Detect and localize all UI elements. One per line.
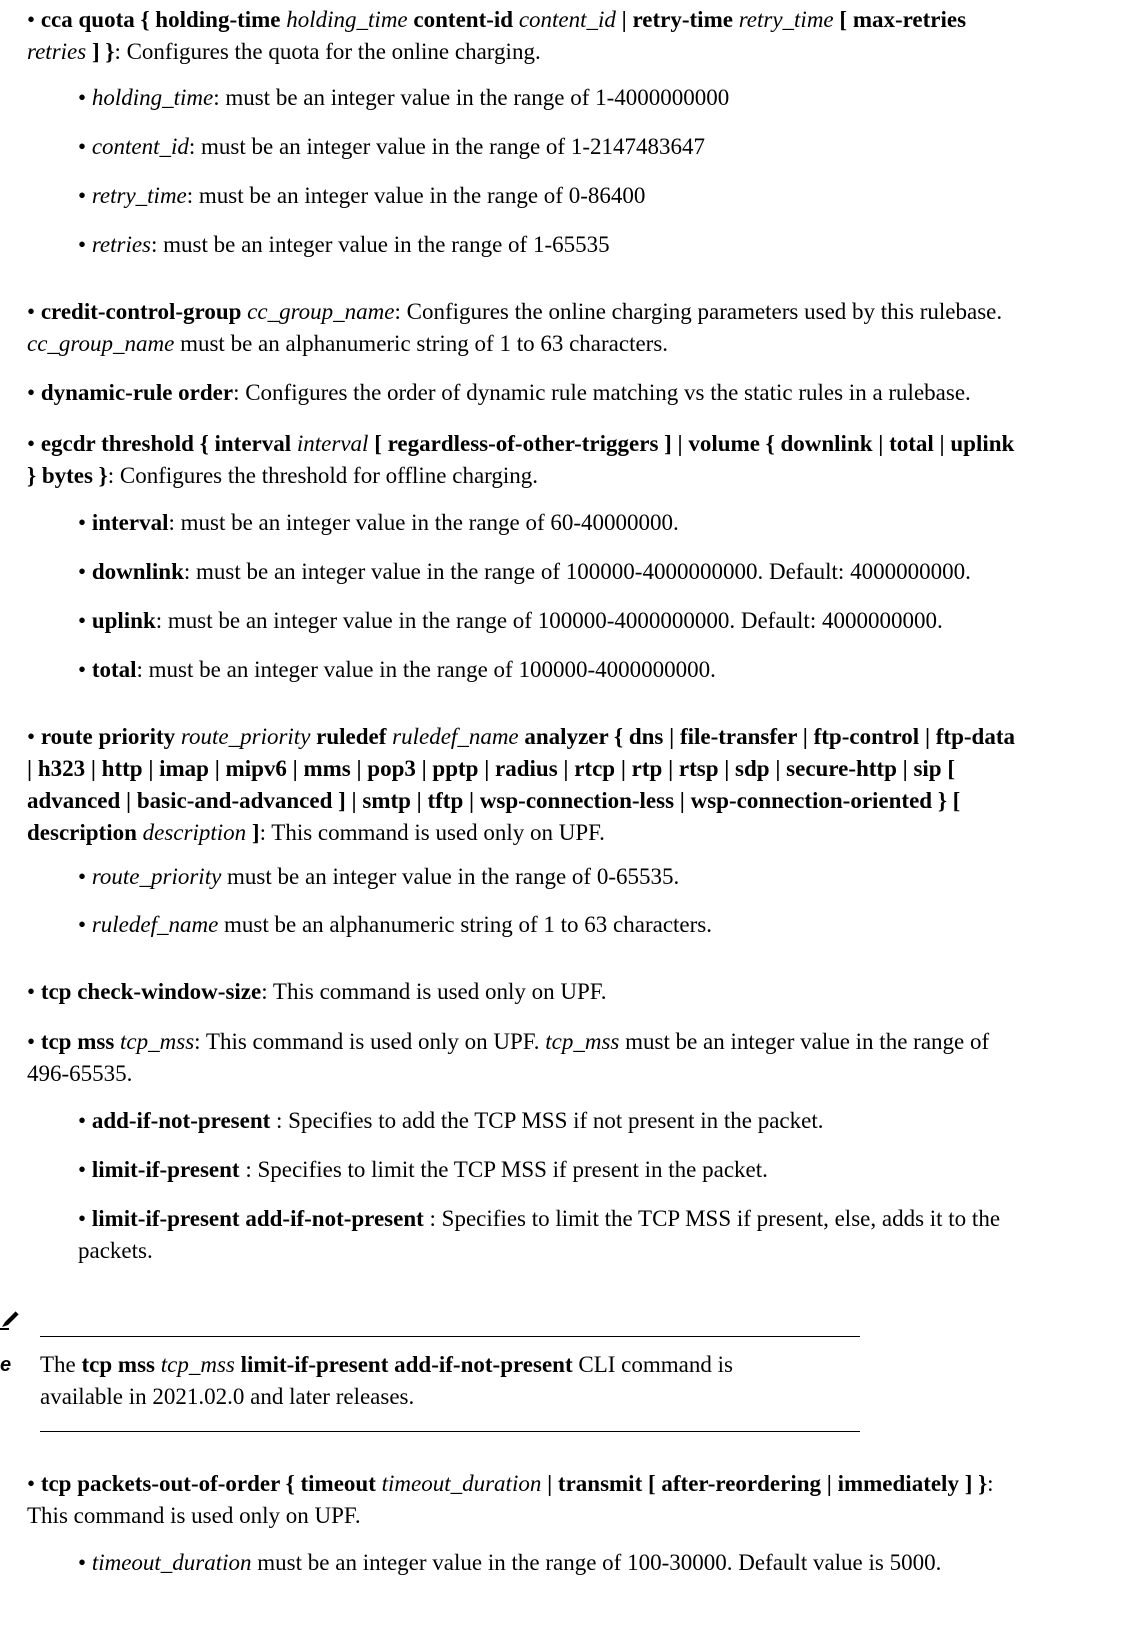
- cca-arg: retry_time: [738, 7, 834, 32]
- cmd: advanced | basic-and-advanced ] | smtp | tftp | wsp-connection-less | wsp-connection-oriented } [: [27, 788, 961, 813]
- cmd: dynamic-rule order: [40, 380, 234, 405]
- limit-and-add-item: • limit-if-present add-if-not-present : Specifies to limit the TCP MSS if present, else, adds it to the packets.: [78, 1206, 1001, 1263]
- term: retries: [91, 232, 152, 257]
- arg: route_priority: [180, 724, 311, 749]
- cmd: analyzer { dns | file-transfer | ftp-control | ftp-data: [518, 724, 1015, 749]
- cca-quota-item: • cca quota { holding-time holding_time content-id content_id | retry-time retry_time [ max-retries retries ] }: Configures the quota for the online charging.: [27, 7, 967, 64]
- cca-cmd: | retry-time: [615, 7, 739, 32]
- interval-item: • interval: must be an integer value in the range of 60-40000000.: [78, 510, 679, 535]
- retry-time-item: • retry_time: must be an integer value in the range of 0-86400: [78, 183, 646, 208]
- term: ruledef_name: [91, 912, 219, 937]
- term: uplink: [91, 608, 156, 633]
- term: holding_time: [91, 85, 214, 110]
- arg: ruledef_name: [392, 724, 519, 749]
- desc: : This command is used only on UPF.: [259, 820, 605, 845]
- egcdr-threshold-item: • egcdr threshold { interval interval [ regardless-of-other-triggers ] | volume { downlink | total | uplink } bytes }: Configures the threshold for offline charging.: [27, 431, 1015, 488]
- cmd: | transmit [ after-reordering | immediately ] }: [541, 1471, 988, 1496]
- desc: : This command is used only on UPF.: [194, 1029, 546, 1054]
- cca-arg: content_id: [518, 7, 616, 32]
- note-arg: tcp_mss: [160, 1352, 235, 1377]
- downlink-item: • downlink: must be an integer value in the range of 100000-4000000000. Default: 4000000000.: [78, 559, 971, 584]
- limit-if-present-item: • limit-if-present : Specifies to limit the TCP MSS if present in the packet.: [78, 1157, 768, 1182]
- timeout-duration-item: • timeout_duration must be an integer value in the range of 100-30000. Default value is 5000.: [78, 1550, 942, 1575]
- term: retry_time: [91, 183, 187, 208]
- tcp-check-window-size-item: • tcp check-window-size: This command is used only on UPF.: [27, 979, 607, 1004]
- term: limit-if-present add-if-not-present: [91, 1206, 424, 1231]
- term: content_id: [91, 134, 189, 159]
- cca-arg: retries: [27, 39, 87, 64]
- desc: must be an integer value in the range of: [619, 1029, 990, 1054]
- arg: tcp_mss: [120, 1029, 195, 1054]
- term: route_priority: [91, 864, 222, 889]
- desc: : Specifies to limit the TCP MSS if present in the packet.: [239, 1157, 768, 1182]
- desc: must be an integer value in the range of 100-30000. Default value is 5000.: [251, 1550, 942, 1575]
- cmd: | h323 | http | imap | mipv6 | mms | pop3 | pptp | radius | rtcp | rtp | rtsp | sdp | secure-http | sip [: [27, 756, 955, 781]
- desc: : Configures the order of dynamic rule matching vs the static rules in a rulebase.: [233, 380, 971, 405]
- desc: must be an alphanumeric string of 1 to 63 characters.: [218, 912, 712, 937]
- term: total: [91, 657, 137, 682]
- desc: must be an alphanumeric string of 1 to 63 characters.: [174, 331, 669, 356]
- cmd: ruledef: [310, 724, 393, 749]
- desc: : must be an integer value in the range of 0-86400: [186, 183, 646, 208]
- cmd: ]: [246, 820, 260, 845]
- cca-cmd: cca quota { holding-time: [40, 7, 287, 32]
- term: interval: [91, 510, 169, 535]
- cmd: tcp mss: [40, 1029, 121, 1054]
- arg: timeout_duration: [381, 1471, 542, 1496]
- total-item: • total: must be an integer value in the range of 100000-4000000000.: [78, 657, 716, 682]
- arg: cc_group_name: [27, 331, 175, 356]
- cmd: [ regardless-of-other-triggers ] | volume { downlink | total | uplink: [368, 431, 1015, 456]
- cca-desc: : Configures the quota for the online charging.: [114, 39, 541, 64]
- cca-arg: holding_time: [286, 7, 408, 32]
- note-word: The: [40, 1352, 82, 1377]
- dynamic-rule-order-item: • dynamic-rule order: Configures the order of dynamic rule matching vs the static rules in a rulebase.: [27, 380, 971, 405]
- desc: This command is used only on UPF.: [27, 1503, 361, 1528]
- credit-control-group-item: • credit-control-group cc_group_name: Configures the online charging parameters used by this rulebase. cc_group_name must be an alphanumeric string of 1 to 63 characters.: [27, 299, 1003, 356]
- desc: : must be an integer value in the range of 100000-4000000000.: [136, 657, 716, 682]
- holding-time-item: • holding_time: must be an integer value in the range of 1-4000000000: [78, 85, 730, 110]
- pencil-note-icon: [0, 1308, 22, 1330]
- ruledef-name-item: • ruledef_name must be an alphanumeric string of 1 to 63 characters.: [78, 912, 712, 937]
- retries-item: • retries: must be an integer value in the range of 1-65535: [78, 232, 610, 257]
- desc: 496-65535.: [27, 1061, 133, 1086]
- note-cmd: limit-if-present add-if-not-present: [234, 1352, 573, 1377]
- note-top-rule: [40, 1336, 860, 1337]
- note-word: CLI command is: [572, 1352, 733, 1377]
- desc: : must be an integer value in the range of 1-2147483647: [188, 134, 705, 159]
- note-bottom-rule: [40, 1431, 860, 1432]
- cmd: } bytes }: [27, 463, 108, 488]
- note-label: e: [0, 1354, 12, 1376]
- desc: : Configures the online charging parameters used by this rulebase.: [394, 299, 1003, 324]
- content-id-item: • content_id: must be an integer value in the range of 1-2147483647: [78, 134, 705, 159]
- arg: tcp_mss: [545, 1029, 620, 1054]
- term: limit-if-present: [91, 1157, 240, 1182]
- route-priority-item: • route priority route_priority ruledef ruledef_name analyzer { dns | file-transfer | ftp-control | ftp-data | h323 | http | imap | mipv6 | mms | pop3 | pptp | radius | rtcp | rtp | rtsp | sdp | secure-http | sip [ advanced | basic-and-advanced ] | smtp | tftp | wsp-connection-less | wsp-connection-oriented } [ description description ]: This command is used only on UPF.: [27, 724, 1015, 845]
- cca-cmd: [ max-retries: [833, 7, 967, 32]
- cmd: tcp check-window-size: [40, 979, 262, 1004]
- desc: : must be an integer value in the range of 1-4000000000: [213, 85, 730, 110]
- tcp-mss-item: • tcp mss tcp_mss: This command is used only on UPF. tcp_mss must be an integer value in the range of 496-65535.: [27, 1029, 990, 1086]
- add-if-not-present-item: • add-if-not-present : Specifies to add the TCP MSS if not present in the packet.: [78, 1108, 824, 1133]
- term: timeout_duration: [91, 1550, 252, 1575]
- cca-cmd: content-id: [407, 7, 519, 32]
- uplink-item: • uplink: must be an integer value in the range of 100000-4000000000. Default: 4000000000.: [78, 608, 943, 633]
- desc: : must be an integer value in the range of 60-40000000.: [168, 510, 679, 535]
- cmd: tcp packets-out-of-order { timeout: [40, 1471, 382, 1496]
- desc: : Specifies to limit the TCP MSS if present, else, adds it to the: [423, 1206, 1001, 1231]
- route-priority-arg-item: • route_priority must be an integer value in the range of 0-65535.: [78, 864, 680, 889]
- desc: : This command is used only on UPF.: [261, 979, 607, 1004]
- note-text: [40, 1349, 860, 1413]
- arg: cc_group_name: [247, 299, 395, 324]
- term: add-if-not-present: [91, 1108, 271, 1133]
- desc: : must be an integer value in the range of 100000-4000000000. Default: 4000000000.: [155, 608, 943, 633]
- cmd: description: [27, 820, 143, 845]
- term: downlink: [91, 559, 184, 584]
- cmd: credit-control-group: [40, 299, 248, 324]
- desc: : must be an integer value in the range of 100000-4000000000. Default: 4000000000.: [183, 559, 971, 584]
- arg: description: [142, 820, 247, 845]
- cca-cmd: ] }: [86, 39, 115, 64]
- desc: packets.: [78, 1238, 153, 1263]
- cmd: egcdr threshold { interval: [40, 431, 297, 456]
- desc: :: [987, 1471, 994, 1496]
- desc: : Specifies to add the TCP MSS if not present in the packet.: [270, 1108, 824, 1133]
- tcp-packets-out-of-order-item: • tcp packets-out-of-order { timeout timeout_duration | transmit [ after-reordering | immediately ] }: This command is used only on UPF.: [27, 1471, 994, 1528]
- note-cmd: tcp mss: [81, 1352, 161, 1377]
- desc: must be an integer value in the range of 0-65535.: [221, 864, 680, 889]
- desc: : Configures the threshold for offline charging.: [107, 463, 539, 488]
- note-word: available in 2021.02.0 and later releases.: [40, 1384, 415, 1409]
- arg: interval: [296, 431, 369, 456]
- desc: : must be an integer value in the range of 1-65535: [151, 232, 610, 257]
- cmd: route priority: [40, 724, 181, 749]
